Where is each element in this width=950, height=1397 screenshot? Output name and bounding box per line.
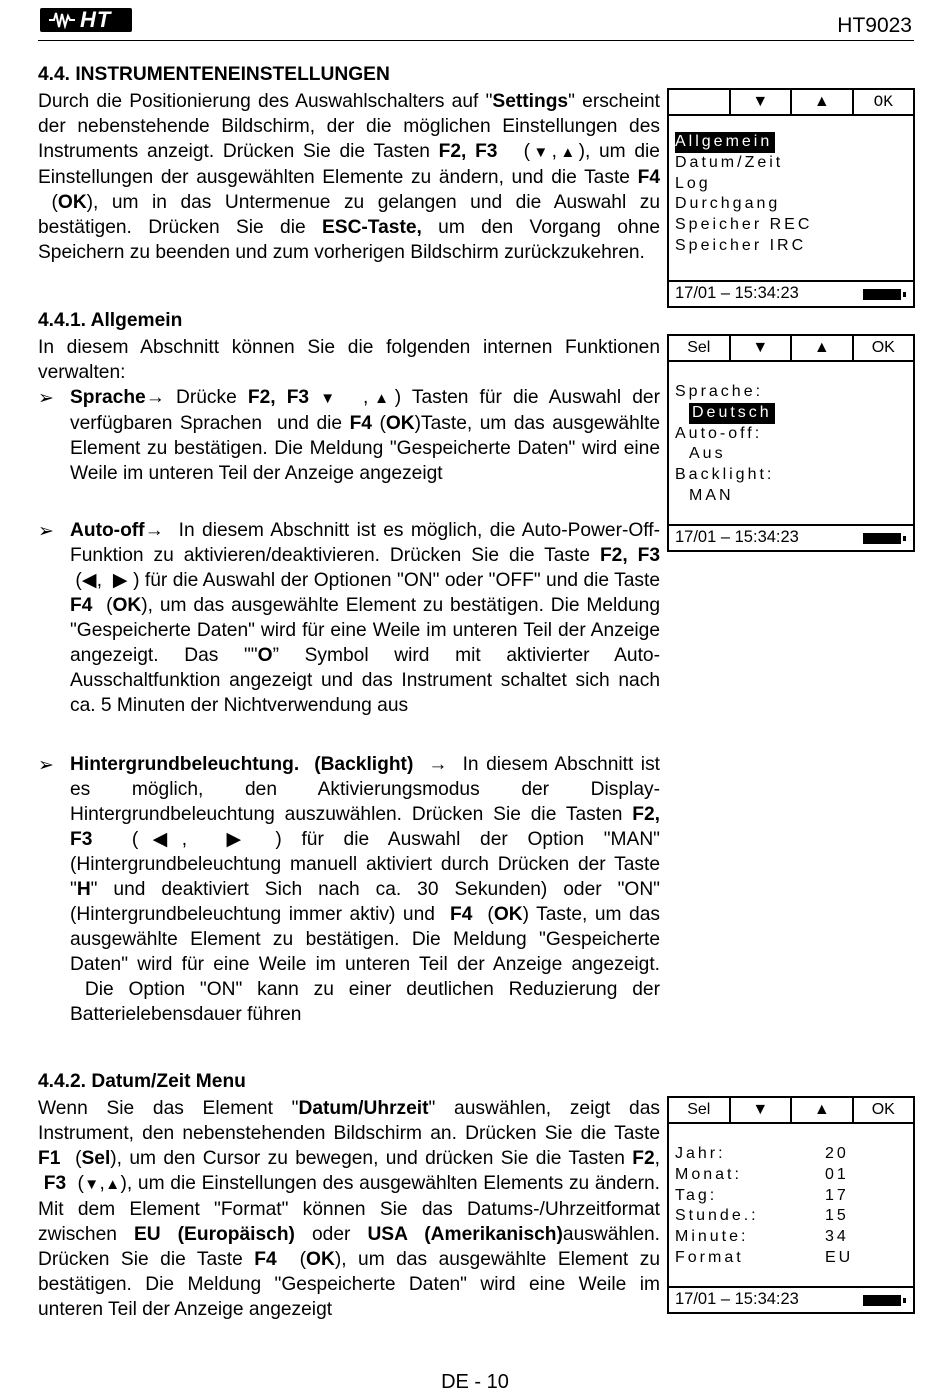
bullet-backlight — [38, 752, 660, 1027]
field-label: Tag: — [675, 1186, 718, 1204]
field-label: Minute: — [675, 1228, 749, 1246]
field-value: 15 — [825, 1207, 849, 1225]
page-number: DE - 10 — [441, 1371, 509, 1393]
menu-value: Aus — [689, 445, 726, 463]
bullet-text: Sprache→ Drücke F2, F3 ▼ ,▲) Tasten für die Auswahl der verfügbaren Sprachen und die F4 (OK)Taste, um das ausgewählte Element zu bestätigen. Die Meldung "Gespeicherte Daten" wird eine Weile im unteren Teil der Anzeige angezeigt — [70, 387, 660, 484]
lcd-datetime: 17/01 – 15:34:23 — [675, 528, 799, 546]
logo-text: HT — [80, 7, 112, 32]
field-value: 20 — [825, 1145, 849, 1162]
battery-icon — [863, 1295, 901, 1306]
section-title-4-4-2: 4.4.2. Datum/Zeit Menu — [38, 1071, 246, 1092]
menu-item: Datum/Zeit — [675, 153, 784, 171]
battery-icon — [863, 533, 901, 544]
field-value: 01 — [825, 1165, 849, 1183]
menu-item: Log — [675, 174, 711, 192]
menu-value: MAN — [689, 486, 734, 504]
lcd-softkey-bar — [669, 336, 913, 362]
menu-item-selected: Allgemein — [675, 132, 775, 153]
lcd-status-bar — [669, 524, 913, 550]
lcd-status-bar — [669, 1286, 913, 1312]
field-value: EU — [825, 1248, 854, 1266]
section-intro-4-4-1: In diesem Abschnitt können Sie die folgenden internen Funktionen verwalten: — [38, 337, 660, 383]
chevron-right-icon: ➢ — [38, 388, 54, 409]
menu-item: Speicher REC — [675, 216, 813, 234]
bullet-text: Auto-off→ In diesem Abschnitt ist es möglich, die Auto-Power-Off-Funktion zu aktivieren/deaktivieren. Drücken Sie die Taste F2, F3 (◀, ▶ ) für die Auswahl der Optionen "ON" oder "OFF" und die Taste F4 (OK), um das ausgewählte Element zu bestätigen. Die Meldung "Gespeicherte Daten" wird für eine Weile im unteren Teil der Anzeige angezeigt. Das ""O” Symbol wird mit aktivierter Auto-Ausschaltfunktion angezeigt und das Instrument schaltet sich nach ca. 5 Minuten der Nichtverwendung aus — [70, 520, 660, 716]
chevron-right-icon: ➢ — [38, 521, 54, 542]
softkey-down: ▼ — [729, 1098, 791, 1122]
field-label: Format — [675, 1248, 744, 1266]
lcd-general-menu — [667, 334, 915, 552]
lcd-datetime-fields — [675, 1144, 853, 1269]
softkey-up: ▲ — [790, 90, 852, 114]
field-value: 34 — [825, 1228, 849, 1246]
lcd-softkey-bar — [669, 90, 913, 116]
section-title-4-4-1: 4.4.1. Allgemein — [38, 310, 183, 331]
lcd-datetime: 17/01 – 15:34:23 — [675, 1290, 799, 1308]
section-title-4-4: 4.4. INSTRUMENTENEINSTELLUNGEN — [38, 64, 390, 85]
bullet-auto-off — [38, 518, 660, 718]
menu-value-selected: Deutsch — [689, 403, 775, 424]
battery-icon — [863, 289, 901, 300]
bullet-text: Hintergrundbeleuchtung. (Backlight) → In diesem Abschnitt ist es möglich, den Aktivierungsmodus der Display-Hintergrundbeleuchtung auszuwählen. Drücken Sie die Tasten F2, F3 (◀, ▶ ) für die Auswahl der Option "MAN" (Hintergrundbeleuchtung manuell aktiviert durch Drücken der Taste "H" und deaktiviert Sich nach ca. 30 Sekunden) oder "ON" (Hintergrundbeleuchtung immer aktiv) und F4 (OK) Taste, um das ausgewählte Element zu bestätigen. Die Meldung "Gespeicherte Daten" wird für eine Weile im unteren Teil der Anzeige angezeigt. Die Option "ON" kann zu einer deutlichen Reduzierung der Batterielebensdauer führen — [70, 754, 660, 1025]
softkey-ok: OK — [852, 90, 914, 114]
field-label: Jahr: — [675, 1145, 726, 1162]
model-name: HT9023 — [837, 14, 912, 37]
softkey-down: ▼ — [729, 336, 791, 360]
menu-item: Speicher IRC — [675, 236, 807, 254]
section-text-4-4: Durch die Positionierung des Auswahlschalters auf "Settings" erscheint der nebenstehende Bildschirm, der die möglichen Einstellungen des Instruments anzeigt. Drücken Sie die Tasten F2, F3 (▼,▲), um die Einstellungen der ausgewählten Elemente zu ändern, und die Taste F4 (OK), um in das Untermenue zu gelangen und die Auswahl zu bestätigen. Drücken Sie die ESC-Taste, um den Vorgang ohne Speichern zu beenden und zum vorherigen Bildschirm zurückzukehren. — [38, 91, 660, 263]
section-text-4-4-2: Wenn Sie das Element "Datum/Uhrzeit" auswählen, zeigt das Instrument, den nebenstehenden Bildschirm an. Drücken Sie die Taste F1 (Sel), um den Cursor zu bewegen, und drücken Sie die Tasten F2, F3 (▼,▲), um die Einstellungen des ausgewählten Elements zu ändern. Mit dem Element "Format" können Sie das Datums-/Uhrzeitformat zwischen EU (Europäisch) oder USA (Amerikanisch)auswählen. Drücken Sie die Taste F4 (OK), um das ausgewählte Element zu bestätigen. Die Meldung "Gespeicherte Daten" wird eine Weile im unteren Teil der Anzeige angezeigt — [38, 1098, 661, 1320]
softkey-up: ▲ — [790, 1098, 852, 1122]
softkey-ok: OK — [852, 1098, 914, 1122]
softkey-sel: Sel — [687, 339, 711, 356]
chevron-right-icon: ➢ — [38, 755, 54, 776]
lcd-menu-list — [675, 132, 812, 257]
bullet-sprache — [38, 385, 660, 486]
lcd-status-bar — [669, 280, 913, 306]
softkey-down: ▼ — [729, 90, 791, 114]
softkey-f1 — [669, 90, 729, 114]
field-value: 17 — [825, 1186, 849, 1204]
lcd-settings-menu — [667, 88, 915, 308]
header-rule — [38, 40, 914, 41]
menu-label: Sprache: — [675, 383, 764, 400]
softkey-up: ▲ — [790, 336, 852, 360]
lcd-datetime-menu — [667, 1096, 915, 1314]
waveform-icon — [48, 11, 76, 29]
softkey-sel: Sel — [687, 1101, 711, 1118]
field-label: Monat: — [675, 1165, 742, 1183]
menu-label: Backlight: — [675, 466, 775, 484]
lcd-menu-list — [675, 382, 775, 507]
lcd-datetime: 17/01 – 15:34:23 — [675, 284, 799, 302]
menu-item: Durchgang — [675, 195, 781, 213]
field-label: Stunde.: — [675, 1207, 759, 1225]
menu-label: Auto-off: — [675, 424, 763, 442]
lcd-softkey-bar — [669, 1098, 913, 1124]
softkey-ok: OK — [852, 336, 914, 360]
